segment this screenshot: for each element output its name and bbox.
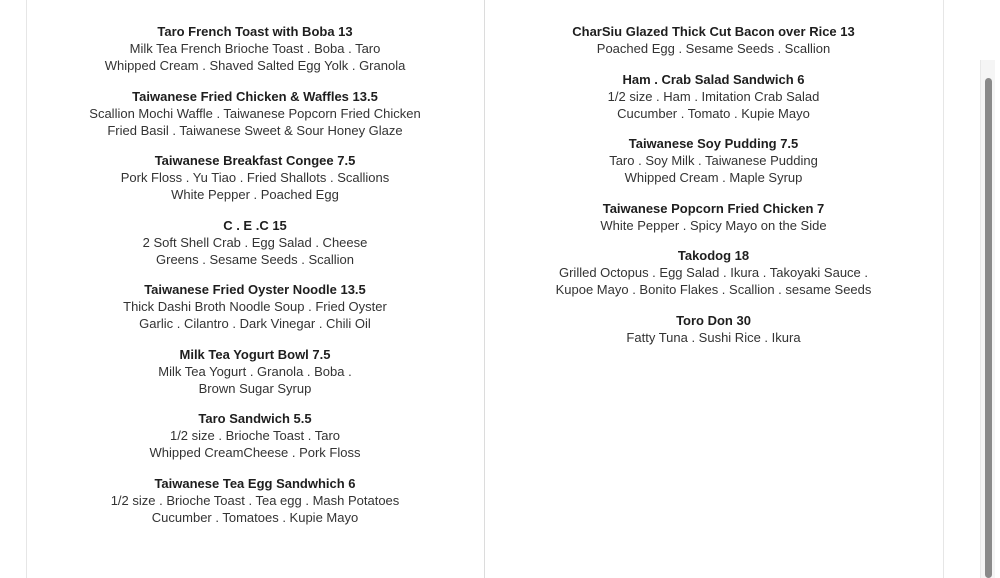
menu-column-left — [26, 23, 484, 539]
menu-item — [26, 281, 484, 332]
menu-item-desc: Kupoe Mayo . Bonito Flakes . Scallion . sesame Seeds — [555, 282, 872, 297]
menu-item — [485, 23, 942, 57]
menu-item-desc: 1/2 size . Brioche Toast . Taro — [169, 428, 341, 443]
menu-item — [26, 152, 484, 203]
scrollbar-thumb[interactable] — [985, 78, 992, 578]
menu-item-title: Takodog 18 — [677, 248, 750, 263]
menu-item-title: Taiwanese Fried Chicken & Waffles 13.5 — [132, 88, 378, 104]
menu-item-title: Taro Sandwich 5.5 — [198, 411, 312, 426]
menu-item-title: Ham . Crab Salad Sandwich 6 — [622, 71, 805, 87]
menu-item — [26, 475, 484, 526]
menu-item — [485, 135, 942, 186]
menu-item-desc: Brown Sugar Syrup — [198, 380, 312, 396]
menu-item — [26, 346, 484, 397]
menu-item-desc: Fried Basil . Taiwanese Sweet & Sour Honey Glaze — [107, 122, 403, 138]
menu-item-title: C . E .C 15 — [223, 217, 287, 233]
menu-item-desc: Milk Tea French Brioche Toast . Boba . Taro — [129, 41, 381, 56]
menu-item-desc: Scallion Mochi Waffle . Taiwanese Popcorn Fried Chicken — [89, 105, 421, 121]
menu-item-desc: Whipped CreamCheese . Pork Floss — [149, 445, 361, 460]
menu-item — [485, 200, 942, 234]
menu-item-desc: Thick Dashi Broth Noodle Soup . Fried Oyster — [123, 299, 387, 314]
menu-item-title: CharSiu Glazed Thick Cut Bacon over Rice 13 — [572, 24, 855, 39]
menu-item — [26, 217, 484, 268]
menu-column-right — [485, 23, 942, 359]
menu-item-title: Taiwanese Tea Egg Sandwhich 6 — [154, 475, 356, 491]
menu-item — [485, 247, 942, 298]
menu-item-desc: Cucumber . Tomatoes . Kupie Mayo — [151, 509, 359, 525]
menu-item-desc: 2 Soft Shell Crab . Egg Salad . Cheese — [142, 234, 368, 250]
menu-item-desc: Whipped Cream . Maple Syrup — [624, 170, 803, 185]
menu-item-title: Toro Don 30 — [676, 312, 751, 328]
menu-item-title: Taro French Toast with Boba 13 — [157, 24, 353, 39]
menu-item — [26, 88, 484, 139]
menu-item-desc: Whipped Cream . Shaved Salted Egg Yolk . Granola — [104, 58, 406, 73]
menu-item-title: Taiwanese Fried Oyster Noodle 13.5 — [144, 282, 366, 297]
menu-item-desc: Cucumber . Tomato . Kupie Mayo — [617, 105, 810, 121]
menu-item — [485, 71, 942, 122]
menu-item — [26, 23, 484, 74]
menu-item — [485, 312, 942, 346]
menu-item — [26, 410, 484, 461]
menu-item-desc: Pork Floss . Yu Tiao . Fried Shallots . Scallions — [120, 170, 390, 185]
menu-item-title: Milk Tea Yogurt Bowl 7.5 — [179, 346, 331, 362]
menu-item-title: Taiwanese Popcorn Fried Chicken 7 — [602, 200, 825, 216]
menu-item-title: Taiwanese Breakfast Congee 7.5 — [154, 153, 356, 168]
menu-item-desc: White Pepper . Poached Egg — [171, 187, 339, 202]
menu-item-desc: Grilled Octopus . Egg Salad . Ikura . Takoyaki Sauce . — [558, 265, 869, 280]
menu-item-desc: White Pepper . Spicy Mayo on the Side — [600, 217, 827, 233]
menu-item-desc: Fatty Tuna . Sushi Rice . Ikura — [626, 329, 801, 345]
menu-item-desc: Poached Egg . Sesame Seeds . Scallion — [596, 41, 831, 56]
menu-item-desc: 1/2 size . Ham . Imitation Crab Salad — [607, 88, 820, 104]
menu-item-desc: 1/2 size . Brioche Toast . Tea egg . Mash Potatoes — [110, 492, 400, 508]
menu-item-desc: Milk Tea Yogurt . Granola . Boba . — [158, 363, 352, 379]
menu-item-desc: Garlic . Cilantro . Dark Vinegar . Chili Oil — [139, 316, 371, 331]
menu-item-desc: Taro . Soy Milk . Taiwanese Pudding — [609, 153, 818, 168]
menu-item-desc: Greens . Sesame Seeds . Scallion — [156, 251, 354, 267]
menu-item-title: Taiwanese Soy Pudding 7.5 — [628, 136, 799, 151]
